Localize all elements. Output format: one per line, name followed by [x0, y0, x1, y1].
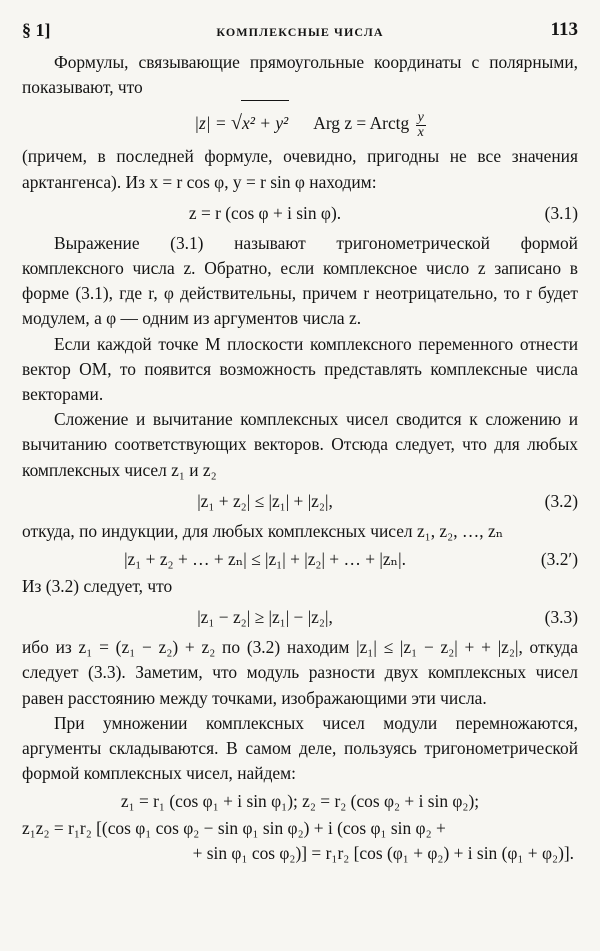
equation-3-2-body: |z₁ + z₂| ≤ |z₁| + |z₂|,	[197, 490, 333, 511]
equation-3-3-number: (3.3)	[544, 607, 578, 628]
equation-product-line1	[22, 816, 578, 841]
radicand: x² + y²	[241, 100, 289, 145]
paragraph-trigonometric-form: Выражение (3.1) называют тригонометрической формой комплексного числа z. Обратно, если комплексное число z записано в форме (3.1), где r, φ действительны, причем r неотрицательно, то r будет модулем, а φ — одним из аргументов числа z.	[22, 232, 578, 329]
equation-product-line2-body: + sin φ₁ cos φ₂)] = r₁r₂ [cos (φ₁ + φ₂) + i sin (φ₁ + φ₂)].	[192, 843, 574, 864]
book-page	[22, 14, 578, 866]
equation-3-3	[22, 599, 578, 635]
fraction-y-over-x	[416, 111, 426, 140]
equation-3-2-prime-number: (3.2′)	[540, 549, 578, 570]
chapter-title: КОМПЛЕКСНЫЕ ЧИСЛА	[216, 25, 384, 39]
equation-product-line1-body: z₁z₂ = r₁r₂ [(cos φ₁ cos φ₂ − sin φ₁ sin φ₂) + i (cos φ₁ sin φ₂ +	[22, 818, 446, 839]
page-number: 113	[550, 19, 578, 40]
equation-3-3-body: |z₁ − z₂| ≥ |z₁| − |z₂|,	[197, 607, 333, 628]
radical-sign: √	[230, 112, 242, 135]
paragraph-induction: откуда, по индукции, для любых комплексных чисел z₁, z₂, …, zₙ	[22, 520, 504, 541]
fraction-numerator: y	[417, 109, 424, 125]
equation-3-2	[22, 483, 578, 519]
paragraph-vectors: Если каждой точке M плоскости комплексного переменного отнести вектор OM, то появится возможность представлять комплексные числа векторами.	[22, 333, 578, 405]
paragraph-polar-intro: Формулы, связывающие прямоугольные координаты с полярными, показывают, что	[22, 52, 578, 98]
equation-3-2-prime	[22, 544, 578, 574]
paragraph-multiplication: При умножении комплексных чисел модули перемножаются, аргументы складываются. В самом деле, пользуясь тригонометрической формой комплексных чисел, найдем:	[22, 712, 578, 784]
equation-z1-z2-forms	[22, 786, 578, 816]
equation-z1-z2-forms-body: z₁ = r₁ (cos φ₁ + i sin φ₁); z₂ = r₂ (cos φ₂ + i sin φ₂);	[120, 791, 480, 812]
modulus-lhs: |z| =	[194, 113, 231, 134]
paragraph-arctangent-note: (причем, в последней формуле, очевидно, пригодны не все значения арктангенса). Из x = r cos φ, y = r sin φ находим:	[22, 146, 578, 192]
formula-modulus-argument	[22, 100, 578, 144]
argument-lhs: Arg z = Arctg	[313, 113, 414, 134]
equation-3-1-body: z = r (cos φ + i sin φ).	[188, 202, 342, 223]
fraction-denominator: x	[417, 124, 424, 140]
equation-3-2-number: (3.2)	[544, 490, 578, 511]
paragraph-difference: ибо из z₁ = (z₁ − z₂) + z₂ по (3.2) находим |z₁| ≤ |z₁ − z₂| + + |z₂|, откуда следует (3.3). Заметим, что модуль разности двух комплексных чисел равен расстоянию между точками, изображающими эти числа.	[22, 637, 578, 708]
paragraph-addition: Сложение и вычитание комплексных чисел сводится к сложению и вычитанию соответствующих векторов. Отсюда следует, что для любых комплексных чисел z₁ и z₂	[22, 409, 578, 480]
section-marker: § 1]	[22, 20, 51, 40]
equation-3-2-prime-body: |z₁ + z₂ + … + zₙ| ≤ |z₁| + |z₂| + … + |zₙ|.	[124, 549, 406, 570]
equation-3-1-number: (3.1)	[544, 202, 578, 223]
running-head	[22, 14, 578, 50]
equation-product-line2	[22, 841, 578, 866]
equation-3-1	[22, 195, 578, 231]
paragraph-follows: Из (3.2) следует, что	[22, 576, 173, 597]
